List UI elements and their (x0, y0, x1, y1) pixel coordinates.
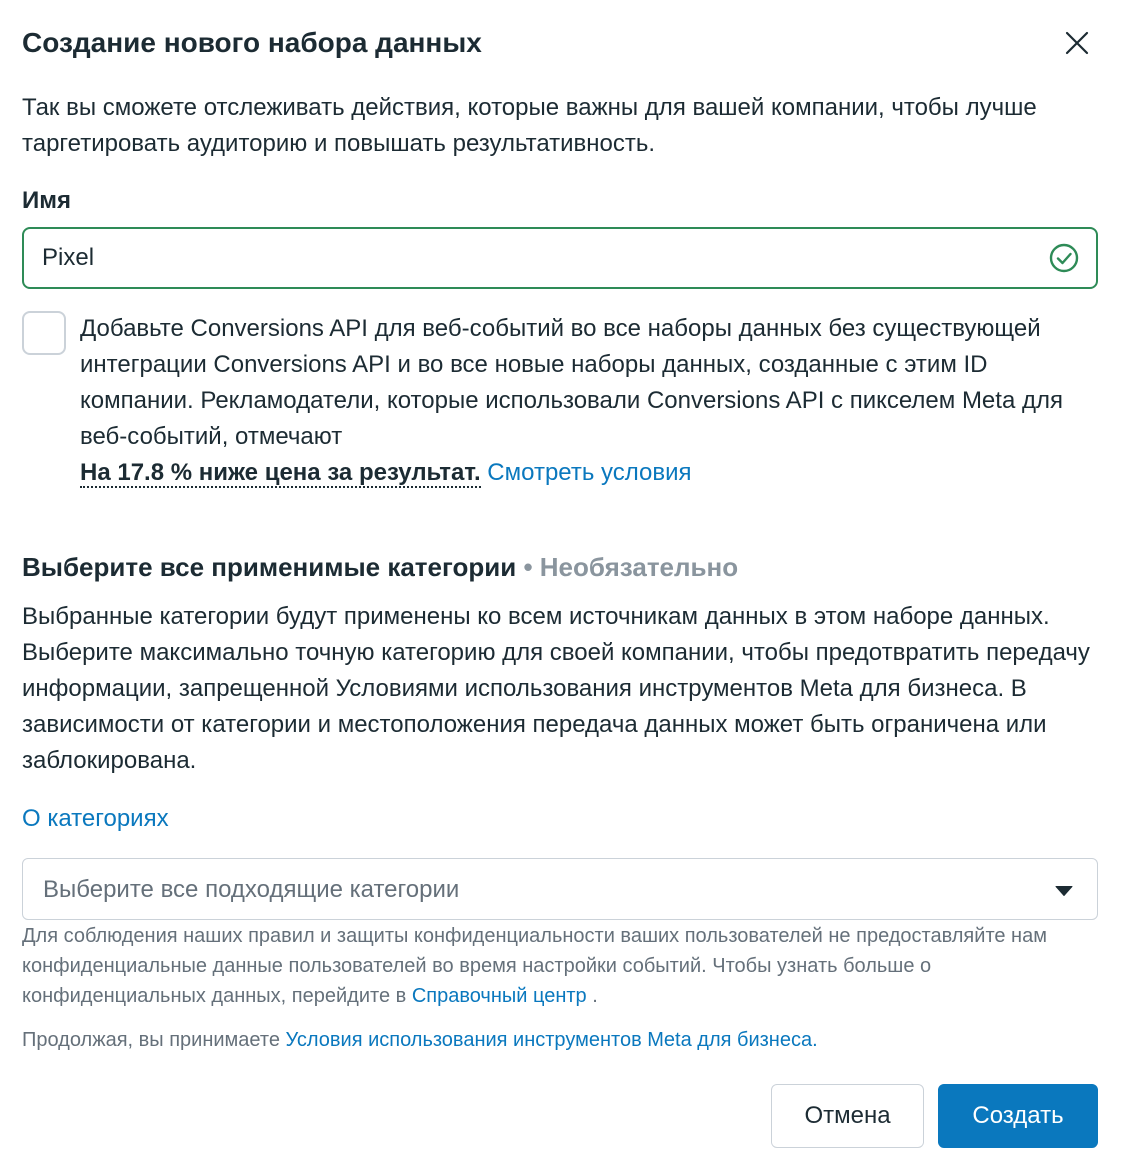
name-input[interactable] (42, 229, 1022, 287)
close-button[interactable] (1058, 24, 1096, 62)
help-center-link[interactable]: Справочный центр (411, 985, 587, 1007)
name-label: Имя (22, 187, 72, 214)
dialog-title: Создание нового набора данных (22, 27, 482, 58)
categories-heading (22, 549, 738, 585)
categories-heading-text: Выберите все применимые категории (22, 552, 517, 582)
name-field[interactable] (22, 227, 1098, 289)
create-button[interactable]: Создать (938, 1084, 1098, 1148)
dialog-intro: Так вы сможете отслеживать действия, которые важны для вашей компании, чтобы лучше таргетировать аудиторию и повышать результативность. (22, 94, 1037, 157)
business-terms-link[interactable]: Условия использования инструментов Meta для бизнеса. (285, 1029, 818, 1051)
close-icon[interactable] (1058, 24, 1096, 62)
privacy-note-text: Для соблюдения наших правил и защиты конфиденциальности ваших пользователей не предоставляйте нам конфиденциальные данные пользователей во время настройки событий. Чтобы узнать больше о конфиденциальных данных, перейдите в (22, 925, 1047, 1007)
capi-checkbox[interactable] (22, 311, 66, 355)
terms-note (22, 1025, 1102, 1055)
categories-select[interactable] (22, 858, 1098, 920)
cancel-button[interactable]: Отмена (771, 1084, 924, 1148)
capi-highlight[interactable]: На 17.8 % ниже цена за результат. (80, 459, 481, 486)
capi-option-text (80, 311, 1100, 491)
privacy-note-suffix: . (592, 985, 598, 1007)
caret-down-icon (1055, 885, 1073, 897)
view-terms-link[interactable]: Смотреть условия (487, 459, 692, 486)
capi-description: Добавьте Conversions API для веб-событий во все наборы данных без существующей интеграции Conversions API и во все новые наборы данных, созданные с этим ID компании. Рекламодатели, которые использовали Conversions API с пикселем Meta для веб-событий, отмечают (80, 315, 1063, 450)
terms-note-text: Продолжая, вы принимаете (22, 1029, 280, 1051)
about-categories-link[interactable]: О категориях (22, 805, 169, 832)
privacy-note (22, 921, 1102, 1011)
optional-label: • Необязательно (523, 552, 739, 582)
categories-select-placeholder: Выберите все подходящие категории (43, 876, 460, 903)
check-circle-icon (1048, 242, 1080, 274)
categories-description: Выбранные категории будут применены ко всем источникам данных в этом наборе данных. Выберите максимально точную категорию для своей компании, чтобы предотвратить передачу информации, запрещенной Условиями использования инструментов Meta для бизнеса. В зависимости от категории и местоположения передача данных может быть ограничена или заблокирована. (22, 603, 1090, 774)
